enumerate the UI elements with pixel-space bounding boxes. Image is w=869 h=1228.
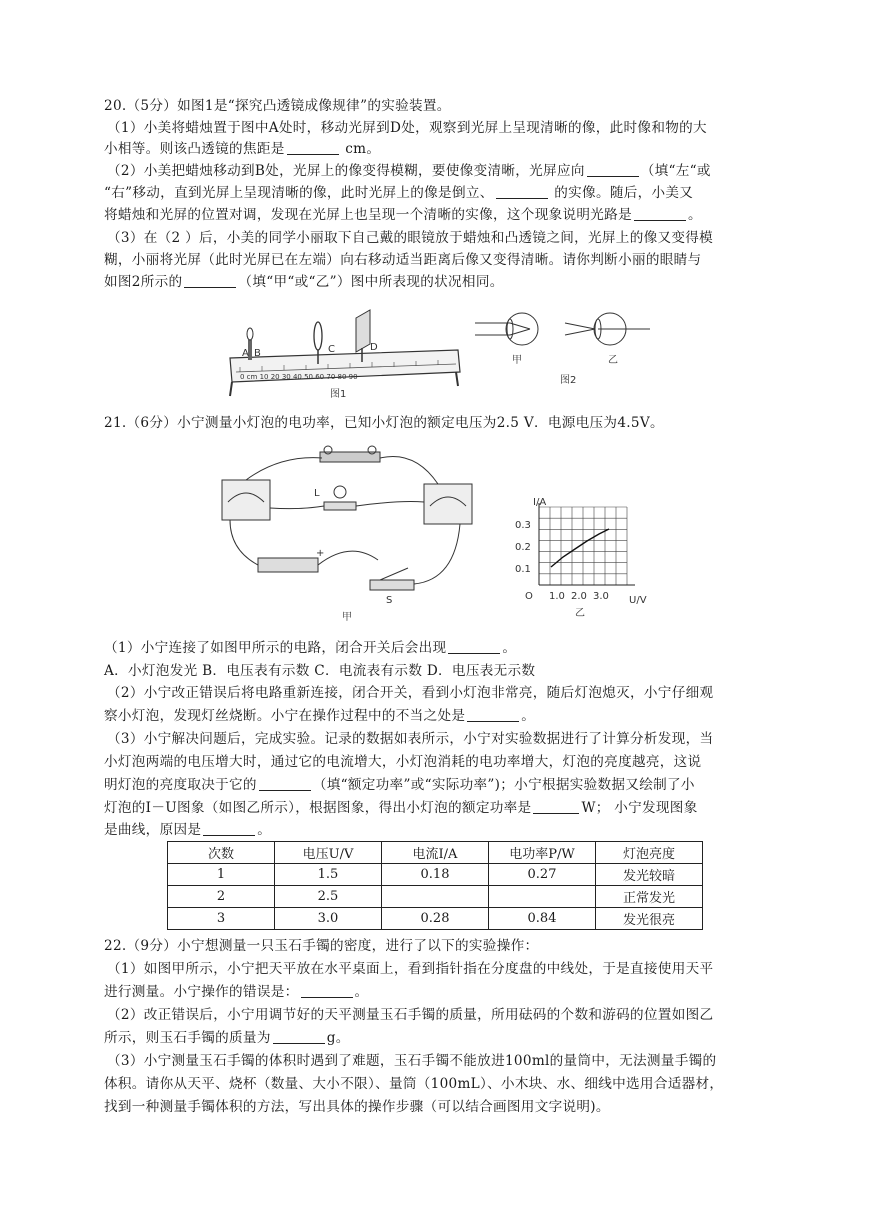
answer-blank[interactable] [203,821,255,836]
y-tick-label: 0.1 [515,564,531,575]
q22-part2-line2: 所示，则玉石手镯的质量为 g。 [104,1030,350,1046]
table-row [168,908,703,930]
ammeter [222,480,270,520]
table-header: 电流I/A [382,842,489,864]
graph-grid [539,507,627,585]
q21-part1-line1: （1）小宁连接了如图甲所示的电路，闭合开关后会出现 。 [104,640,517,656]
table-cell: 发光较暗 [596,864,703,886]
q20-part1-line2: 小相等。则该凸透镜的焦距是 cm。 [104,141,381,157]
table-cell: 1 [168,864,275,886]
data-table [167,841,703,930]
q22-heading: 22.（9分）小宁想测量一只玉石手镯的密度，进行了以下的实验操作： [104,938,539,954]
table-header: 电压U/V [275,842,382,864]
q21-options: A．小灯泡发光 B．电压表有示数 C．电流表有示数 D．电压表无示数 [104,663,536,679]
q20-part2-line2: “右”移动，直到光屏上呈现清晰的像，此时光屏上的像是倒立、 的实像。随后，小美又 [104,185,694,201]
q21-heading: 21.（6分）小宁测量小灯泡的电功率，已知小灯泡的额定电压为2.5 V．电源电压为4.5V。 [104,415,664,431]
figure-jia-circuit [210,440,500,625]
answer-blank[interactable] [287,140,339,155]
light-screen [356,310,370,352]
table-cell: 3.0 [275,908,382,930]
table-cell: 0.18 [382,864,489,886]
answer-blank[interactable] [273,1029,325,1044]
answer-blank[interactable] [301,983,353,998]
candle-flame [247,328,253,340]
answer-blank[interactable] [634,206,686,221]
table-header: 次数 [168,842,275,864]
y-axis-label: I/A [533,497,547,508]
q21-part3-line4: 灯泡的I－U图象（如图乙所示），根据图象，得出小灯泡的额定功率是 W； 小宁发现图象 [104,800,698,816]
answer-blank[interactable] [587,162,639,177]
answer-blank[interactable] [184,273,236,288]
answer-blank[interactable] [259,776,311,791]
table-header: 灯泡亮度 [596,842,703,864]
x-tick-label: 2.0 [571,591,587,602]
q20-part3-line2: 糊，小丽将光屏（此时光屏已在左端）向右移动适当距离后像又变得清晰。请你判断小丽的眼睛与 [104,252,702,268]
q20-part3-line3: 如图2所示的 （填“甲“或“乙”）图中所表现的状况相同。 [104,274,504,290]
position-c-label: C [328,344,335,355]
table-cell: 0.27 [489,864,596,886]
lamp-bulb [334,486,346,498]
y-tick-label: 0.2 [515,542,531,553]
q21-part2-line1: （2）小宁改正错误后将电路重新连接，闭合开关，看到小灯泡非常亮，随后灯泡熄灭，小宁仔细观 [107,685,714,701]
q20-part1-line1: （1）小美将蜡烛置于图中A处时，移动光屏到D处，观察到光屏上呈现清晰的像，此时像和物的大 [107,120,707,136]
table-cell: 正常发光 [596,886,703,908]
table-cell: 0.28 [382,908,489,930]
voltmeter [424,484,472,524]
iu-curve [551,529,609,567]
figure-1-caption: 图1 [330,389,347,400]
figure-yi-iu-graph [505,495,665,620]
table-cell: 1.5 [275,864,382,886]
table-row [168,864,703,886]
q21-part3-line3: 明灯泡的亮度取决于它的 （填“额定功率”或“实际功率”)；小宁根据实验数据又绘制了小 [104,777,695,793]
table-cell: 0.84 [489,908,596,930]
table-cell: 3 [168,908,275,930]
battery-pack [258,558,318,572]
q21-part3-line2: 小灯泡两端的电压增大时，通过它的电流增大，小灯泡消耗的电功率增大，灯泡的亮度越亮，这说 [104,754,702,770]
figure-yi-caption: 乙 [575,608,585,619]
q21-part2-line2: 察小灯泡，发现灯丝烧断。小宁在操作过程中的不当之处是 。 [104,708,536,724]
q22-part3-line2: 体积。请你从天平、烧杯（数量、大小不限）、量筒（100mL）、小木块、水、细线中选用合适器材， [104,1076,724,1092]
q22-part2-line1: （2）改正错误后，小宁用调节好的天平测量玉石手镯的质量，所用砝码的个数和游码的位置如图乙 [107,1007,714,1023]
table-header-row [168,842,703,864]
answer-blank[interactable] [496,184,548,199]
figure-2-eye-diagrams [470,305,660,390]
table-cell[interactable] [489,886,596,908]
figure-jia-caption: 甲 [342,612,352,623]
table-cell: 2.5 [275,886,382,908]
y-tick-label: 0.3 [515,520,531,531]
table-header: 电功率P/W [489,842,596,864]
position-d-label: D [370,342,378,353]
q22-part3-line3: 找到一种测量手镯体积的方法，写出具体的操作步骤（可以结合画图用文字说明)。 [104,1099,610,1115]
convex-lens [314,322,322,350]
q22-part3-line1: （3）小宁测量玉石手镯的体积时遇到了难题，玉石手镯不能放进100ml的量筒中，无法测量手镯的 [107,1053,717,1069]
switch-s [370,580,414,590]
q20-part2-line1: （2）小美把蜡烛移动到B处，光屏上的像变得模糊，要使像变清晰，光屏应向 （填“左“或 [107,163,711,179]
ruler-scale-label: 0 cm 10 20 30 40 50 60 70 80 90 [240,373,358,381]
eye-jia [475,313,538,345]
figure-2-caption: 图2 [560,375,577,386]
x-tick-label: 3.0 [593,591,609,602]
eye-jia-label: 甲 [512,355,522,366]
lamp-label: L [314,488,320,499]
q22-part1-line2: 进行测量。小宁操作的错误是： 。 [104,984,369,1000]
battery-plus-label: + [316,548,325,559]
position-a-label: A [242,348,249,359]
origin-label: O [525,591,533,602]
q20-heading: 20.（5分）如图1是“探究凸透镜成像规律”的实验装置。 [104,98,451,114]
q22-part1-line1: （1）如图甲所示，小宁把天平放在水平桌面上，看到指针指在分度盘的中线处，于是直接使用天平 [107,961,714,977]
q21-part3-line5: 是曲线，原因是 。 [104,822,272,838]
position-b-label: B [254,348,261,359]
answer-blank[interactable] [448,639,500,654]
x-tick-label: 1.0 [549,591,565,602]
eye-yi-label: 乙 [608,355,618,366]
x-axis-label: U/V [629,595,647,606]
answer-blank[interactable] [467,707,519,722]
table-row [168,886,703,908]
q21-part3-line1: （3）小宁解决问题后，完成实验。记录的数据如表所示，小宁对实验数据进行了计算分析发现，当 [107,731,714,747]
table-cell: 发光很亮 [596,908,703,930]
table-cell: 2 [168,886,275,908]
table-cell[interactable] [382,886,489,908]
switch-label: S [386,595,393,606]
eye-yi [565,313,650,345]
figure-1-optical-bench [210,300,470,400]
q20-part3-line1: （3）在（2 ）后，小美的同学小丽取下自己戴的眼镜放于蜡烛和凸透镜之间，光屏上的像又变得模 [107,230,714,246]
answer-blank[interactable] [533,799,579,814]
q20-part2-line3: 将蜡烛和光屏的位置对调，发现在光屏上也呈现一个清晰的实像，这个现象说明光路是 。 [104,207,702,223]
